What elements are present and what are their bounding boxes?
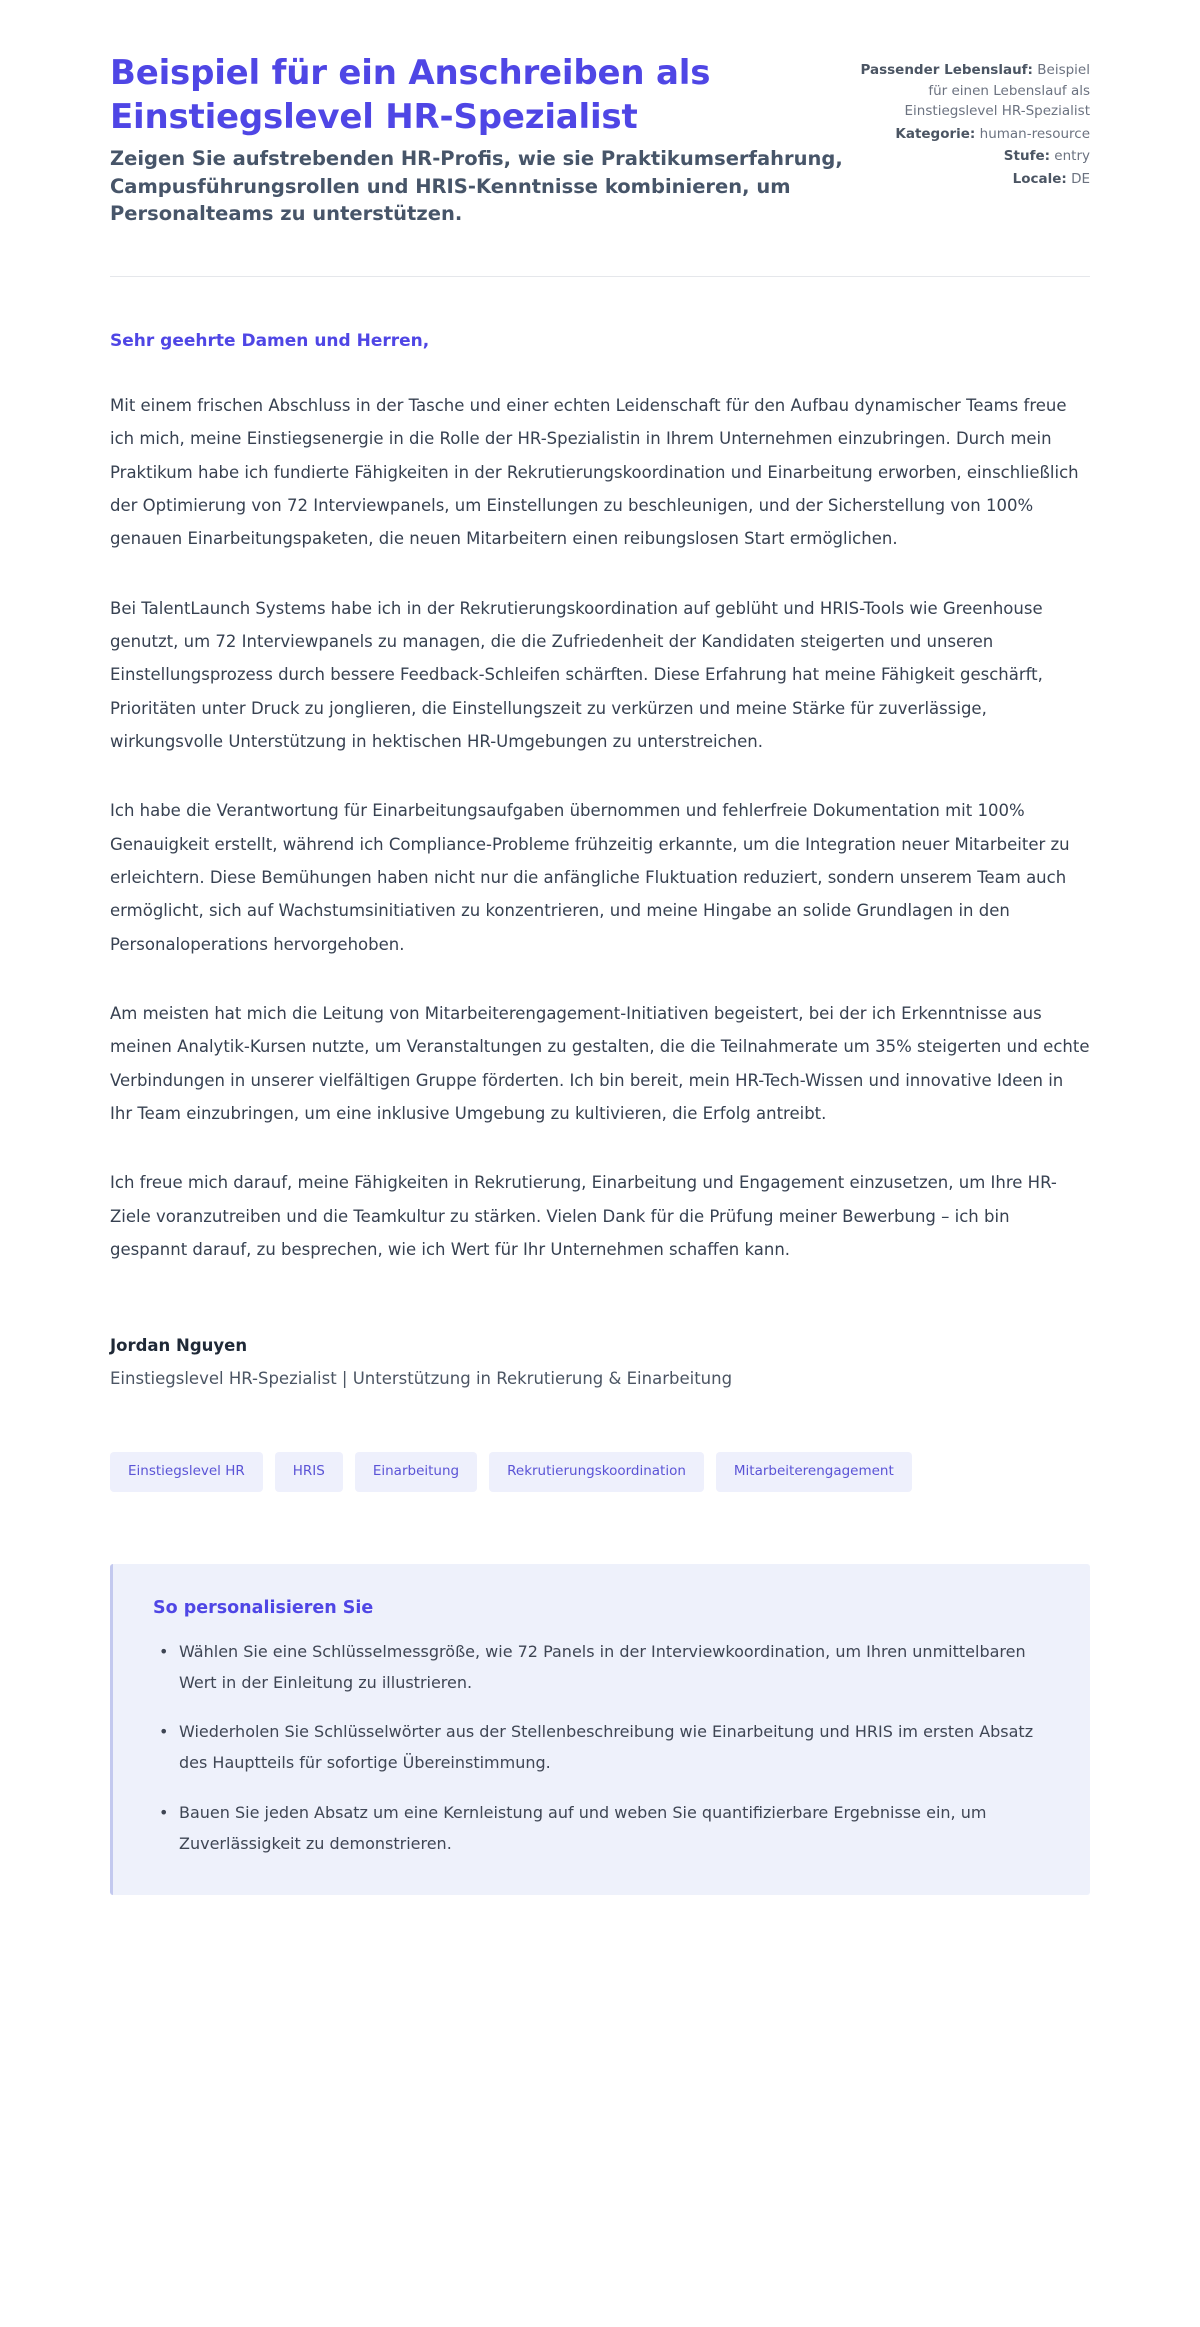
header-divider	[110, 276, 1090, 277]
signature-name: Jordan Nguyen	[110, 1336, 248, 1356]
callout-tip-item: • Bauen Sie jeden Absatz um eine Kernleistung auf und weben Sie quantifizierbare Ergebnisse ein, um Zuverlässigkeit zu demonstrieren.	[153, 1797, 1050, 1859]
callout-tip-item: • Wählen Sie eine Schlüsselmessgröße, wie 72 Panels in der Interviewkoordination, um Ihren unmittelbaren Wert in der Einleitung zu illustrieren.	[153, 1636, 1050, 1698]
meta-label-level: Stufe:	[1003, 148, 1050, 165]
letter-paragraph: Mit einem frischen Abschluss in der Tasche und einer echten Leidenschaft für den Aufbau dynamischer Teams freue ich mich, meine Einstiegsenergie in die Rolle der HR-Spezialistin in Ihrem Unternehmen einzubringen. Durch mein Praktikum habe ich fundierte Fähigkeiten in der Rekrutierungskoordination und Einarbeitung erworben, einschließlich der Optimierung von 72 Interviewpanels, um Einstellungen zu beschleunigen, und der Sicherstellung von 100% genauen Einarbeitungspaketen, die neuen Mitarbeitern einen reibungslosen Start ermöglichen.	[110, 396, 1079, 549]
tag-chip[interactable]: Rekrutierungskoordination	[489, 1452, 704, 1492]
meta-value-locale: DE	[1071, 170, 1090, 187]
meta-row-matching-resume	[860, 60, 1090, 122]
letter-paragraph: Am meisten hat mich die Leitung von Mitarbeiterengagement-Initiativen begeistert, bei der ich Erkenntnisse aus meinen Analytik-Kursen nutzte, um Veranstaltungen zu gestalten, die die Teilnahmerate um 35% steigerten und echte Verbindungen in unserer vielfältigen Gruppe förderten. Ich bin bereit, mein HR-Tech-Wissen und innovative Ideen in Ihr Team einzubringen, um eine inklusive Umgebung zu kultivieren, die Erfolg antreibt.	[110, 1004, 1090, 1123]
metadata-panel	[860, 52, 1090, 191]
letter-paragraph: Ich habe die Verantwortung für Einarbeitungsaufgaben übernommen und fehlerfreie Dokumentation mit 100% Genauigkeit erstellt, während ich Compliance-Probleme frühzeitig erkannte, um die Integration neuer Mitarbeiter zu erleichtern. Diese Bemühungen haben nicht nur die anfängliche Fluktuation reduziert, sondern unserem Team auch ermöglicht, sich auf Wachstumsinitiativen zu konzentrieren, und meine Hingabe an solide Grundlagen in den Personaloperations hervorgehoben.	[110, 801, 1070, 954]
meta-row-category	[860, 124, 1090, 145]
tag-chip[interactable]: Mitarbeiterengagement	[716, 1452, 912, 1492]
letter-body	[0, 331, 1200, 1266]
meta-value-matching-resume: Beispiel für einen Lebenslauf als Einstiegslevel HR-Spezialist	[904, 62, 1090, 120]
callout-tip-list	[153, 1636, 1050, 1859]
header-text-block	[110, 52, 850, 228]
callout-tip-item: • Wiederholen Sie Schlüsselwörter aus der Stellenbeschreibung wie Einarbeitung und HRIS im ersten Absatz des Hauptteils für sofortige Übereinstimmung.	[153, 1716, 1050, 1778]
meta-label-locale: Locale:	[1012, 170, 1067, 187]
page-subtitle: Zeigen Sie aufstrebenden HR-Profis, wie sie Praktikumserfahrung, Campusführungsrollen und HRIS-Kenntnisse kombinieren, um Personalteams zu unterstützen.	[110, 147, 843, 226]
meta-label-category: Kategorie:	[895, 125, 976, 142]
tag-chip[interactable]: Einarbeitung	[355, 1452, 477, 1492]
page-title: Beispiel für ein Anschreiben als Einstiegslevel HR-Spezialist	[110, 53, 711, 137]
letter-paragraph: Bei TalentLaunch Systems habe ich in der Rekrutierungskoordination auf geblüht und HRIS-Tools wie Greenhouse genutzt, um 72 Interviewpanels zu managen, die die Zufriedenheit der Kandidaten steigerten und unseren Einstellungsprozess durch bessere Feedback-Schleifen schärften. Diese Erfahrung hat meine Fähigkeit geschärft, Prioritäten unter Druck zu jonglieren, die Einstellungszeit zu verkürzen und meine Stärke für zuverlässige, wirkungsvolle Unterstützung in hektischen HR-Umgebungen zu unterstreichen.	[110, 598, 1043, 752]
meta-label-matching-resume: Passender Lebenslauf:	[860, 62, 1033, 78]
signature-role: Einstiegslevel HR-Spezialist | Unterstützung in Rekrutierung & Einarbeitung	[110, 1369, 733, 1389]
tag-chip[interactable]: Einstiegslevel HR	[110, 1452, 263, 1492]
page-header	[0, 0, 1200, 228]
letter-paragraph: Ich freue mich darauf, meine Fähigkeiten in Rekrutierung, Einarbeitung und Engagement einzusetzen, um Ihre HR-Ziele voranzutreiben und die Teamkultur zu stärken. Vielen Dank für die Prüfung meiner Bewerbung – ich bin gespannt darauf, zu besprechen, wie ich Wert für Ihr Unternehmen schaffen kann.	[110, 1173, 1057, 1259]
meta-value-level: entry	[1054, 148, 1090, 165]
callout-title: So personalisieren Sie	[153, 1597, 374, 1618]
tag-chip[interactable]: HRIS	[275, 1452, 343, 1492]
meta-row-level	[860, 146, 1090, 167]
tag-list	[0, 1452, 1200, 1492]
letter-salutation: Sehr geehrte Damen und Herren,	[110, 331, 430, 352]
personalization-callout	[110, 1564, 1090, 1895]
signature-block	[0, 1336, 1200, 1388]
meta-value-category: human-resource	[979, 125, 1090, 142]
meta-row-locale	[860, 169, 1090, 190]
